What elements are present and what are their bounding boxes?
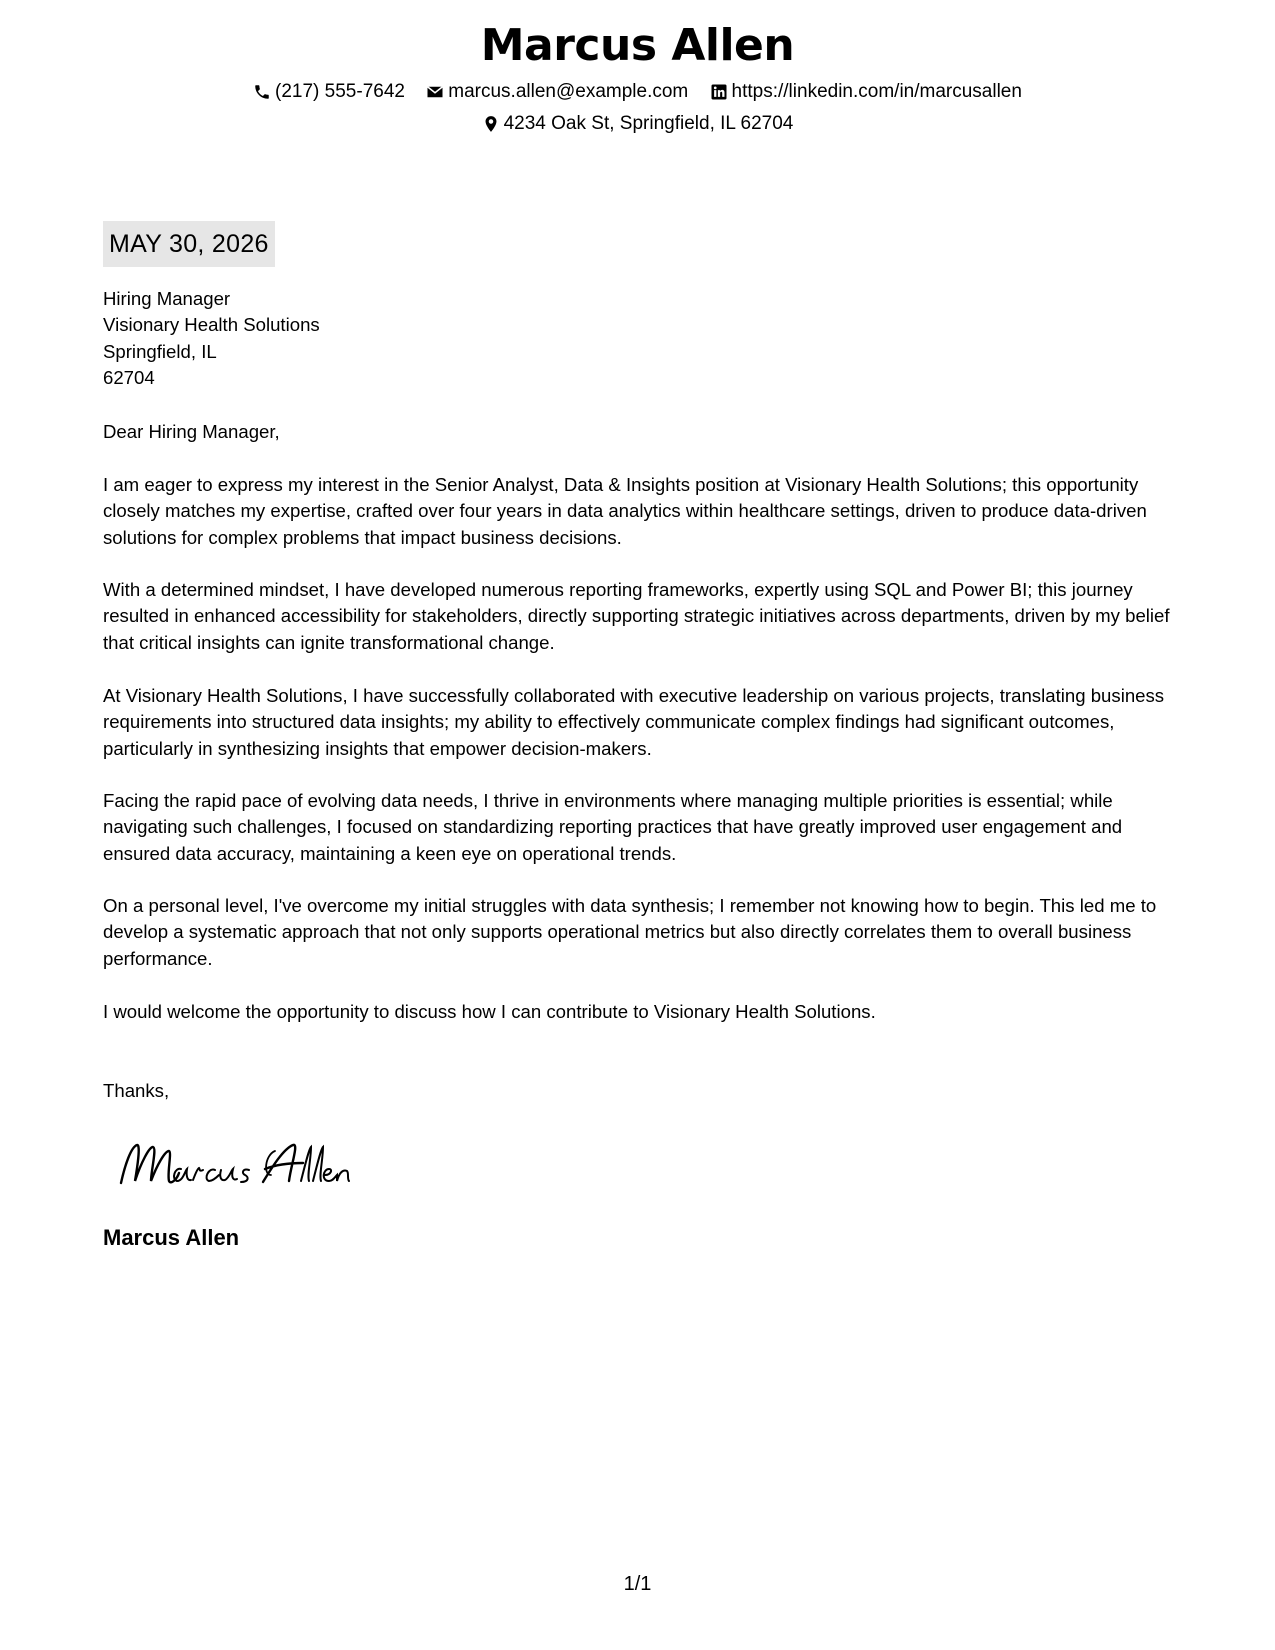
phone-text: (217) 555-7642 (275, 81, 405, 102)
body-paragraph: With a determined mindset, I have developed numerous reporting frameworks, expertly using SQL and Power BI; this journey resulted in enhanced accessibility for stakeholders, directly supporting strategic initiatives across departments, driven by my belief that critical insights can ignite transformational change. (103, 579, 1170, 653)
linkedin-link[interactable]: https://linkedin.com/in/marcusallen (731, 81, 1022, 102)
map-pin-icon (482, 115, 500, 133)
linkedin-icon (710, 83, 728, 101)
address-text: 4234 Oak St, Springfield, IL 62704 (503, 113, 794, 134)
signer-name: Marcus Allen (103, 1225, 240, 1250)
contact-email[interactable] (426, 79, 688, 105)
handwritten-signature (115, 1135, 355, 1197)
closing: Thanks, (103, 1080, 170, 1101)
recipient-title: Hiring Manager (103, 288, 231, 309)
contact-address (482, 111, 794, 137)
applicant-name: Marcus Allen (480, 20, 795, 71)
contact-line (0, 79, 1275, 109)
page-number: 1/1 (623, 1573, 652, 1595)
contact-linkedin[interactable] (710, 79, 1022, 105)
letter-date: MAY 30, 2026 (103, 221, 275, 267)
contact-phone (253, 79, 405, 105)
body-paragraph: On a personal level, I've overcome my initial struggles with data synthesis; I remember not knowing how to begin. This led me to develop a systematic approach that not only supports operational metrics but also directly correlates them to overall business performance. (103, 895, 1157, 969)
recipient-zip: 62704 (103, 366, 155, 388)
recipient-city: Springfield, IL (103, 340, 217, 362)
body-paragraph: I am eager to express my interest in the Senior Analyst, Data & Insights position at Visionary Health Solutions; this opportunity closely matches my expertise, crafted over four years in data analytics within healthcare settings, driven to produce data-driven solutions for complex problems that impact business decisions. (103, 474, 1147, 548)
address-line (0, 111, 1275, 141)
recipient-block (103, 286, 1178, 391)
envelope-icon (426, 83, 444, 101)
body-paragraph: I would welcome the opportunity to discuss how I can contribute to Visionary Health Solutions. (103, 1001, 876, 1022)
recipient-company: Visionary Health Solutions (103, 314, 320, 336)
body-paragraph: At Visionary Health Solutions, I have successfully collaborated with executive leadership on various projects, translating business requirements into structured data insights; my ability to effectively communicate complex findings had significant outcomes, particularly in synthesizing insights that empower decision-makers. (103, 685, 1165, 759)
email-link[interactable]: marcus.allen@example.com (448, 81, 689, 102)
phone-icon (253, 83, 271, 101)
body-paragraph: Facing the rapid pace of evolving data needs, I thrive in environments where managing multiple priorities is essential; while navigating such challenges, I focused on standardizing reporting practices that have greatly improved user engagement and ensured data accuracy, maintaining a keen eye on operational trends. (103, 790, 1123, 864)
salutation: Dear Hiring Manager, (103, 421, 280, 442)
